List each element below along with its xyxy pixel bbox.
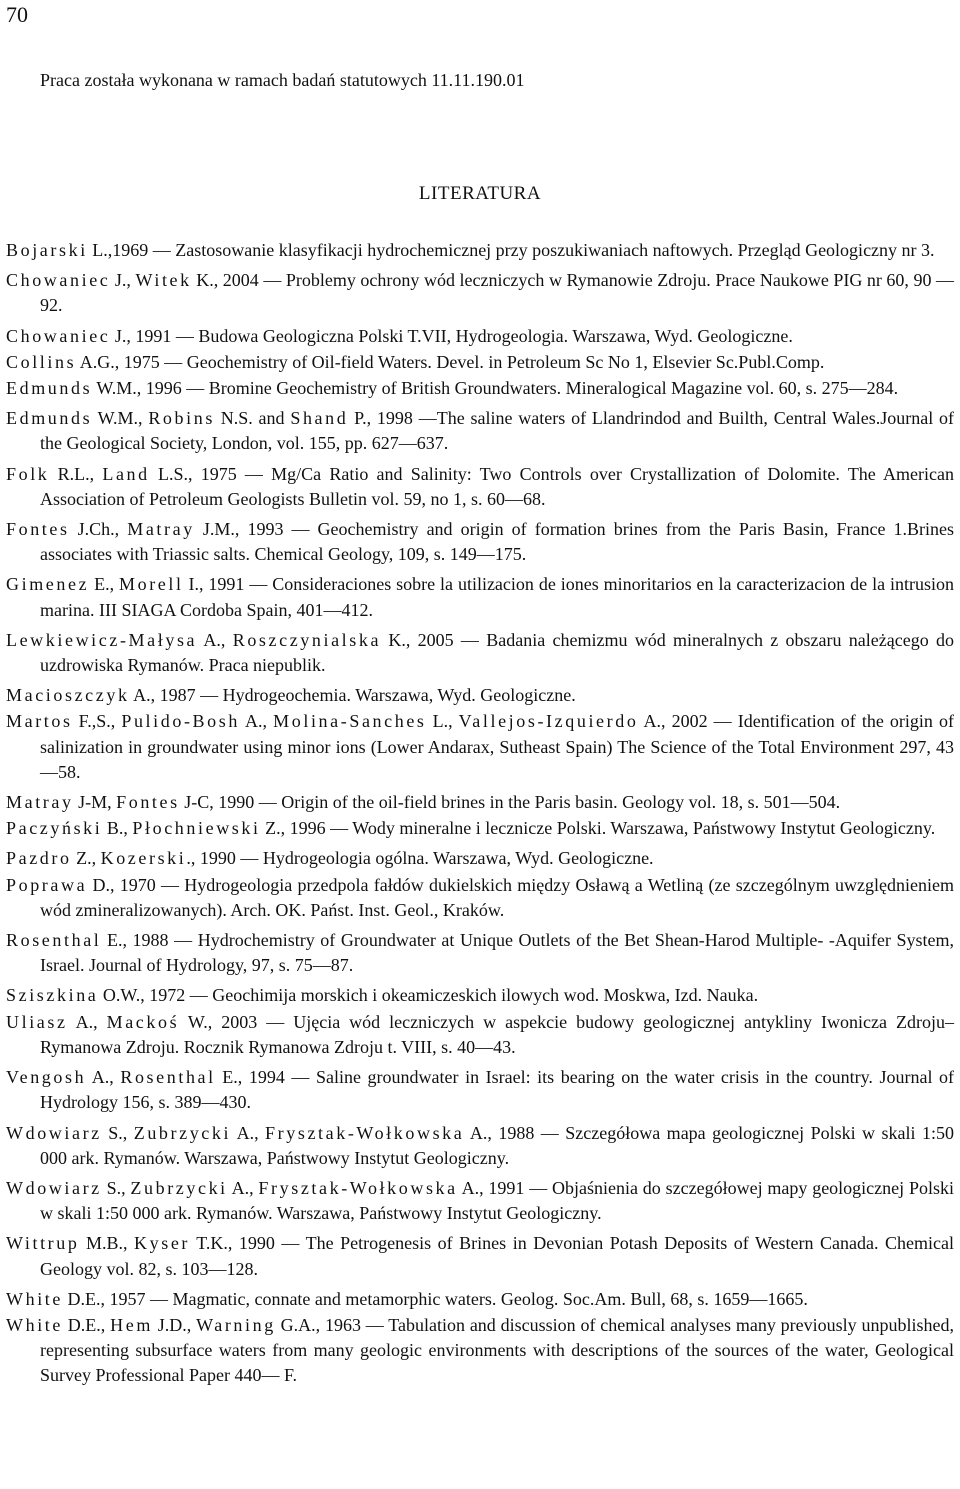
reference-text: Z., <box>71 848 101 869</box>
author-name: Bojarski <box>6 240 88 260</box>
reference-entry <box>6 1313 954 1389</box>
author-name: White <box>6 1288 63 1309</box>
author-name: Molina-Sanches <box>273 711 427 732</box>
page-number: 70 <box>6 2 28 27</box>
reference-text: E., 1994 — Saline groundwater in Israel: its bearing on the water crisis in the country. Journal of Hydrology 156, s. 389—430. <box>40 1067 955 1113</box>
reference-text: W.M., <box>92 408 149 429</box>
reference-text: J., <box>110 270 136 291</box>
author-name: Chowaniec <box>6 270 111 291</box>
reference-text: D., 1970 — Hydrogeologia przedpola fałdów dukielskich między Osławą a Wetliną (ze szczególnym uwzględnieniem wód zmineralizowanych). Arch. OK. Państ. Inst. Geol., Kraków. <box>40 874 954 920</box>
reference-entry <box>6 238 954 263</box>
author-name: Fontes <box>116 792 180 813</box>
reference-entry <box>6 1287 954 1312</box>
reference-text: A., <box>239 711 274 732</box>
author-name: Matray <box>6 792 74 813</box>
reference-entry <box>6 572 954 622</box>
reference-entry <box>6 462 954 512</box>
reference-text: I., 1991 — Consideraciones sobre la utilizacion de iones minoritarios en la caracterizacion de la intrusion marina. III SIAGA Cordoba Spain, 401—412. <box>40 574 954 620</box>
reference-entry <box>6 324 954 349</box>
reference-text: A., 1991 — Objaśnienia do szczegółowej mapy geologicznej Polski w skali 1:50 000 ark. Rymanów. Warszawa, Państwowy Instytut Geologiczny. <box>40 1177 954 1224</box>
reference-text: M.B., <box>79 1233 135 1254</box>
reference-entry <box>6 517 954 567</box>
reference-entry <box>6 846 954 871</box>
reference-text: R.L., <box>49 463 103 484</box>
reference-text: E., <box>89 574 119 595</box>
reference-text: A., 2002 — Identification of the origin of salinization in groundwater using minor ions (Lower Andarax, Sutheast Spain) The Science of the Total Environment 297, 43—58. <box>40 711 954 782</box>
author-name: Martos <box>6 711 73 732</box>
reference-entry <box>6 983 954 1008</box>
author-name: Shand <box>290 408 349 429</box>
reference-entry <box>6 816 954 841</box>
reference-text: L.S., 1975 — Mg/Ca Ratio and Salinity: Two Controls over Crystallization of Dolomite. The American Association of Petroleum Geologists Bulletin vol. 59, no 1, s. 60—68. <box>40 463 954 509</box>
author-name: White <box>6 1314 63 1335</box>
reference-entry <box>6 790 954 815</box>
reference-entry <box>6 1231 954 1281</box>
reference-text: D.E., 1957 — Magmatic, connate and metamorphic waters. Geolog. Soc.Am. Bull, 68, s. 1659—1665. <box>62 1288 808 1309</box>
reference-text: A., <box>67 1011 107 1032</box>
reference-text: A., 1988 — Szczegółowa mapa geologicznej Polski w skali 1:50 000 ark. Rymanów. Warszawa, Państwowy Instytut Geologiczny. <box>40 1122 954 1168</box>
reference-text: J.M., 1993 — Geochemistry and origin of formation brines from the Paris Basin, France 1.Brines associates with Triassic salts. Chemical Geology, 109, s. 149—175. <box>40 519 954 565</box>
author-name: Matray <box>127 519 195 540</box>
author-name: Gimenez <box>6 574 90 595</box>
author-name: Chowaniec <box>6 325 111 346</box>
reference-text: S., <box>101 1122 134 1143</box>
author-name: Paczyński <box>6 818 103 839</box>
author-name: Pazdro <box>6 848 72 869</box>
reference-text: W., 2003 — Ujęcia wód leczniczych w aspekcie budowy geologicznej antykliny Iwonicza Zdroju–Rymanowa Zdroju. Rocznik Rymanowa Zdroju t. VIII, s. 40—43. <box>40 1011 954 1057</box>
reference-text: O.W., 1972 — Geochimija morskich i okeamiczeskich ilowych wod. Moskwa, Izd. Nauka. <box>98 985 759 1006</box>
reference-text: G.A., 1963 — Tabulation and discussion of chemical analyses many previously unpublished, representing subsurface waters from many geologic environments with descriptions of the sources of the water, Geological Survey Professional Paper 440— F. <box>40 1314 954 1386</box>
author-name: Vallejos-Izquierdo <box>458 711 639 732</box>
reference-entry <box>6 1176 954 1226</box>
reference-text: F.,S., <box>72 711 122 732</box>
author-name: Collins <box>6 351 77 372</box>
author-name: Zubrzycki <box>130 1177 228 1198</box>
reference-text: J-M, <box>73 792 117 813</box>
reference-text: ., 1990 — Hydrogeologia ogólna. Warszawa, Wyd. Geologiczne. <box>186 848 654 869</box>
reference-text: J., 1991 — Budowa Geologiczna Polski T.VII, Hydrogeologia. Warszawa, Wyd. Geologiczne. <box>110 325 793 346</box>
reference-text: D.E., <box>62 1314 111 1335</box>
author-name: Edmunds <box>6 408 93 429</box>
reference-entry <box>6 683 954 708</box>
author-name: Wittrup <box>6 1233 80 1254</box>
author-name: Folk <box>6 463 50 484</box>
author-name: Vengosh <box>6 1067 87 1088</box>
author-name: Lewkiewicz-Małysa <box>6 629 198 650</box>
reference-text: A.G., 1975 — Geochemistry of Oil-field Waters. Devel. in Petroleum Sc No 1, Elsevier Sc.Publ.Comp. <box>76 351 825 372</box>
author-name: Witek <box>135 270 192 291</box>
author-name: Wdowiarz <box>6 1177 102 1198</box>
reference-text: A., 1987 — Hydrogeochemia. Warszawa, Wyd. Geologiczne. <box>129 685 576 706</box>
reference-text: P., 1998 —The saline waters of Llandrindod and Builth, Central Wales.Journal of the Geological Society, London, vol. 155, pp. 627—637. <box>40 408 954 454</box>
reference-text: A., <box>197 629 233 650</box>
reference-text: N.S. and <box>214 408 291 429</box>
reference-entry <box>6 1010 954 1060</box>
author-name: Roszczynialska <box>232 629 382 650</box>
reference-entry <box>6 350 954 375</box>
reference-entry <box>6 1065 954 1115</box>
author-name: Warning <box>196 1314 276 1335</box>
reference-text: K., 2005 — Badania chemizmu wód mineralnych z obszaru należącego do uzdrowiska Rymanów. Praca niepublik. <box>40 629 954 676</box>
author-name: Edmunds <box>6 378 93 399</box>
reference-text: A., <box>231 1122 266 1143</box>
reference-entry <box>6 1121 954 1171</box>
reference-text: A., <box>86 1067 121 1088</box>
author-name: Zubrzycki <box>133 1122 232 1143</box>
author-name: Frysztak-Wołkowska <box>258 1177 458 1198</box>
reference-text: L.,1969 — Zastosowanie klasyfikacji hydrochemicznej przy poszukiwaniach naftowych. Przegląd Geologiczny nr 3. <box>87 240 935 260</box>
author-name: Macioszczyk <box>6 685 130 706</box>
reference-text: B., <box>102 818 133 839</box>
reference-entry <box>6 709 954 785</box>
reference-text: A., <box>227 1177 259 1198</box>
reference-text: J-C, 1990 — Origin of the oil-field brines in the Paris basin. Geology vol. 18, s. 501—504. <box>179 792 841 813</box>
author-name: Hem <box>110 1314 153 1335</box>
reference-entry <box>6 928 954 978</box>
reference-text: J.Ch., <box>69 519 128 540</box>
author-name: Robins <box>148 408 215 429</box>
reference-text: K., 2004 — Problemy ochrony wód leczniczych w Rymanowie Zdroju. Prace Naukowe PIG nr 60, 90 —92. <box>40 270 954 316</box>
author-name: Rosenthal <box>6 930 102 951</box>
author-name: Uliasz <box>6 1011 68 1032</box>
author-name: Mackoś <box>106 1011 180 1032</box>
author-name: Płochniewski <box>132 818 261 839</box>
reference-text: J.D., <box>152 1314 197 1335</box>
reference-entry <box>6 406 954 456</box>
funding-note: Praca została wykonana w ramach badań statutowych 11.11.190.01 <box>40 70 525 90</box>
reference-entry <box>6 268 954 318</box>
author-name: Wdowiarz <box>6 1122 102 1143</box>
reference-text: Z., 1996 — Wody mineralne i lecznicze Polski. Warszawa, Państwowy Instytut Geologiczny. <box>260 818 936 839</box>
reference-entry <box>6 376 954 401</box>
author-name: Rosenthal <box>120 1067 216 1088</box>
author-name: Kyser <box>134 1233 191 1254</box>
references-heading: LITERATURA <box>418 183 542 204</box>
reference-text: W.M., 1996 — Bromine Geochemistry of British Groundwaters. Mineralogical Magazine vol. 60, s. 275—284. <box>92 378 899 399</box>
author-name: Sziszkina <box>6 985 99 1006</box>
author-name: Frysztak-Wołkowska <box>265 1122 465 1143</box>
author-name: Land <box>102 463 150 484</box>
reference-text: S., <box>101 1177 131 1198</box>
author-name: Morell <box>119 574 184 595</box>
reference-text: E., 1988 — Hydrochemistry of Groundwater at Unique Outlets of the Bet Shean-Harod Multiple- -Aquifer System, Israel. Journal of Hydrology, 97, s. 75—87. <box>40 930 954 976</box>
author-name: Poprawa <box>6 874 88 895</box>
author-name: Kozerski <box>100 848 187 869</box>
reference-entry <box>6 873 954 923</box>
author-name: Fontes <box>6 519 70 540</box>
reference-text: T.K., 1990 — The Petrogenesis of Brines in Devonian Potash Deposits of Western Canada. Chemical Geology vol. 82, s. 103—128. <box>40 1233 954 1279</box>
reference-entry <box>6 628 954 678</box>
author-name: Pulido-Bosh <box>121 711 240 732</box>
reference-text: L., <box>426 711 459 732</box>
reference-list <box>6 238 954 1394</box>
